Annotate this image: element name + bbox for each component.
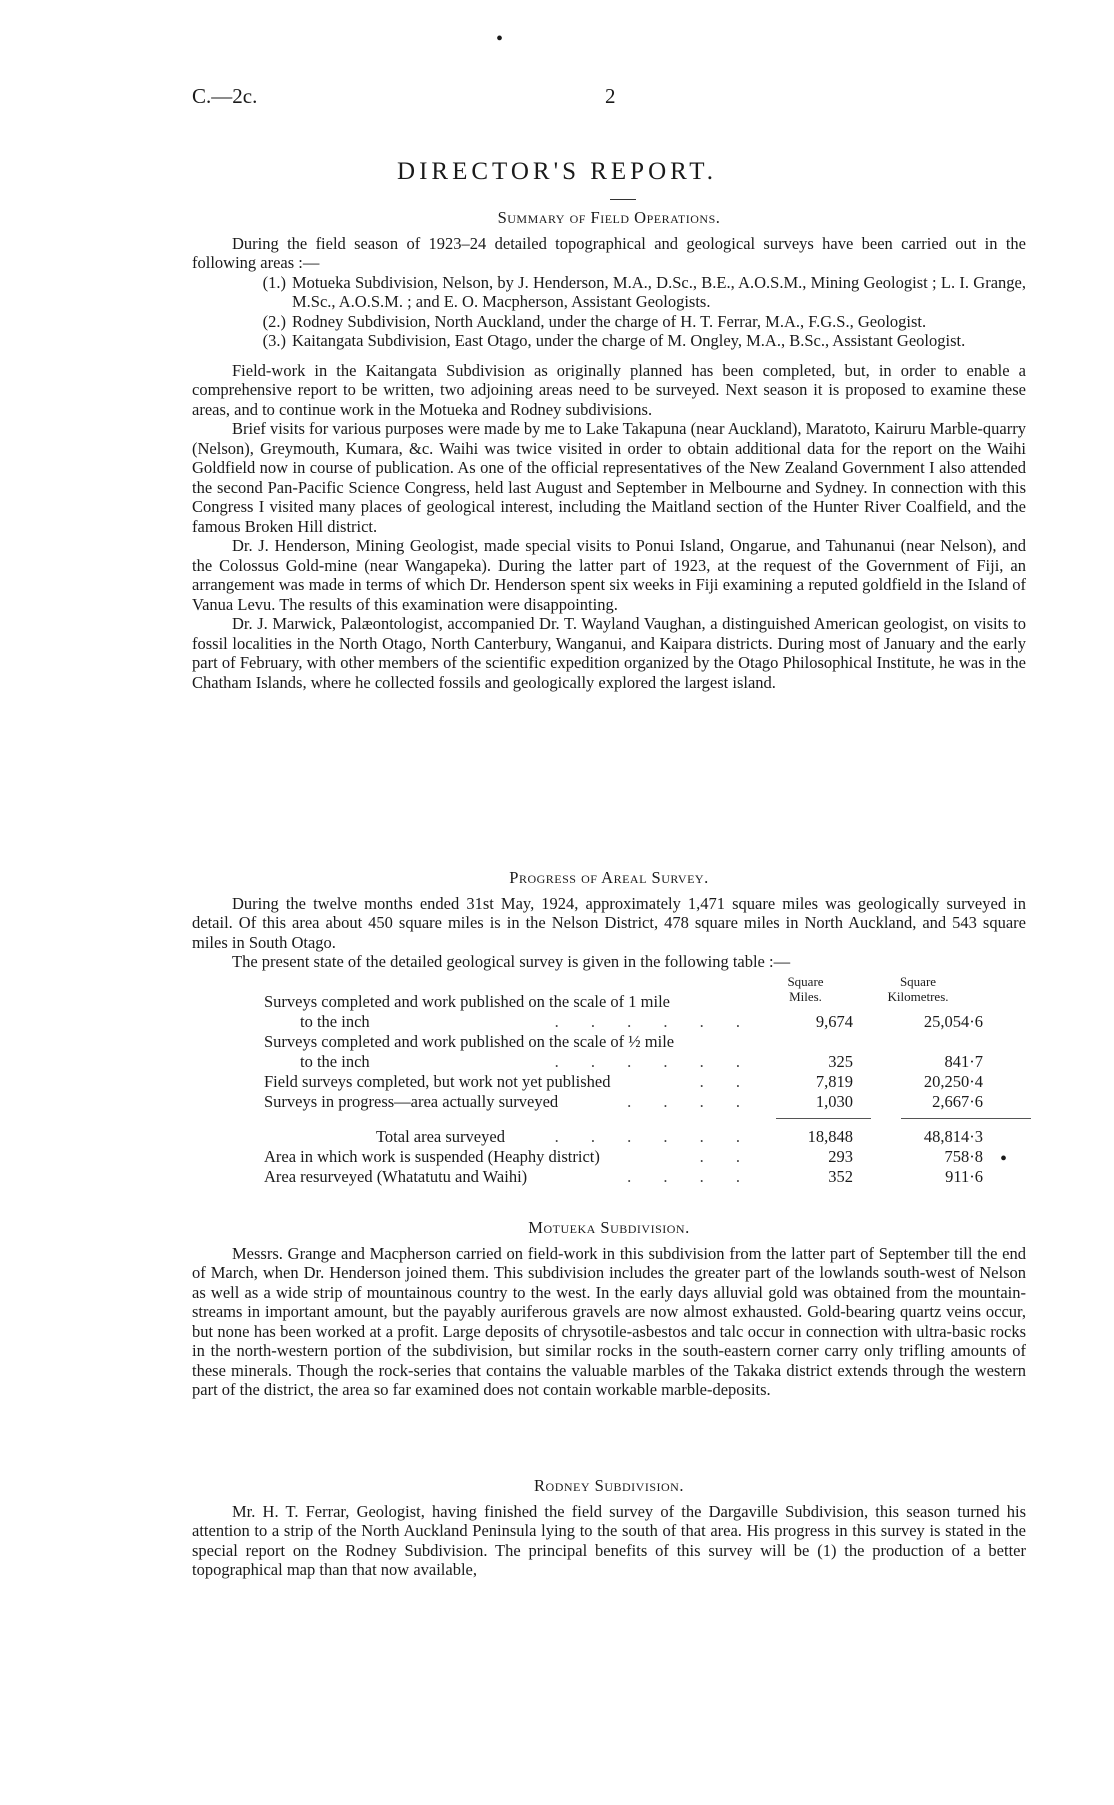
section-heading: Progress of Areal Survey. — [509, 868, 709, 887]
document-code: C.—2c. — [192, 84, 258, 108]
section-heading: Motueka Subdivision. — [528, 1218, 690, 1237]
table-total-row: Total area surveyed . . . . . . 18,848 48,814·3 — [376, 1127, 983, 1146]
ink-speck: • — [1000, 1148, 1008, 1170]
list-item — [192, 331, 1026, 351]
paragraph: Dr. J. Henderson, Mining Geologist, made special visits to Ponui Island, Ongarue, and Tahunanui (near Nelson), and the Colossus Gold-mine (near Wangapeka). During the latter part of 1923, at the request of the Government of Fiji, an arrangement was made in terms of which Dr. Henderson spent six weeks in Fiji examining a reputed goldfield in the Island of Vanua Levu. The results of this examination were disappointing. — [192, 536, 1026, 614]
motueka-section — [192, 1218, 1026, 1400]
summary-intro: During the field season of 1923–24 detailed topographical and geological surveys have been carried out in the following areas :— — [192, 233, 1026, 272]
cell-miles: 293 — [828, 1147, 853, 1166]
total-miles: 18,848 — [807, 1127, 853, 1146]
column-header-miles: Square Miles. — [787, 974, 824, 1004]
row-label: Area in which work is suspended (Heaphy district) — [264, 1147, 600, 1166]
list-item-number: (1.) — [262, 272, 286, 292]
table-row: Surveys in progress—area actually surveyed . . . . 1,030 2,667·6 — [264, 1092, 983, 1111]
cell-km: 20,250·4 — [923, 1072, 983, 1091]
table-row — [264, 1032, 1024, 1052]
list-item-number: (3.) — [262, 331, 286, 350]
progress-section — [192, 868, 1026, 972]
cell-km: 758·8 — [944, 1147, 983, 1166]
row-label: to the inch — [300, 1012, 370, 1031]
table-row: Area in which work is suspended (Heaphy district) . . 293 758·8 — [264, 1147, 983, 1166]
page-title: DIRECTOR'S REPORT. — [397, 158, 717, 185]
row-label: Field surveys completed, but work not yet published — [264, 1072, 611, 1091]
paragraph: Dr. J. Marwick, Palæontologist, accompanied Dr. T. Wayland Vaughan, a distinguished American geologist, on visits to fossil localities in the North Otago, North Canterbury, Wanganui, and Kaipara districts. During most of January and the early part of February, with other members of the scientific expedition organized by the Otago Philosophical Institute, he was in the Chatham Islands, where he collected fossils and geologically explored the largest island. — [192, 614, 1026, 692]
column-header-km: Square Kilometres. — [887, 974, 949, 1004]
row-label: Surveys completed and work published on the scale of ½ mile — [264, 1032, 675, 1051]
paragraph: The present state of the detailed geological survey is given in the following table :— — [232, 952, 791, 971]
area-list — [192, 273, 1026, 351]
list-item-text: Rodney Subdivision, North Auckland, under the charge of H. T. Ferrar, M.A., F.G.S., Geologist. — [292, 311, 927, 331]
table-row: Area resurveyed (Whatatutu and Waihi) . . . . 352 911·6 — [264, 1167, 983, 1186]
rodney-section — [192, 1476, 1026, 1580]
row-label: Area resurveyed (Whatatutu and Waihi) — [264, 1167, 528, 1186]
section-heading: Summary of Field Operations. — [497, 208, 721, 227]
total-label: Total area surveyed — [376, 1127, 505, 1146]
list-item — [192, 273, 1026, 312]
cell-miles: 352 — [828, 1167, 853, 1186]
cell-km: 911·6 — [945, 1167, 983, 1186]
list-item — [192, 312, 1026, 332]
cell-km: 25,054·6 — [923, 1012, 983, 1031]
paragraph: Mr. H. T. Ferrar, Geologist, having finished the field survey of the Dargaville Subdivision, this season turned his attention to a strip of the North Auckland Peninsula lying to the south of that area. His progress in this survey is stated in the special report on the Rodney Subdivision. The principal benefits of this survey will be (1) the production of a better topographical map than that now available, — [192, 1501, 1026, 1579]
page-number: 2 — [605, 84, 616, 108]
total-rule-row — [264, 1112, 1024, 1127]
cell-miles: 1,030 — [815, 1092, 853, 1111]
paragraph: Messrs. Grange and Macpherson carried on field-work in this subdivision from the latter part of September till the end of March, when Dr. Henderson joined them. This subdivision includes the greater part of the lowlands south-west of Nelson as well as a wide strip of mountainous country to the west. In the early days alluvial gold was obtained from the mountain-streams in important amount, but the payably auriferous gravels are now almost exhausted. Gold-bearing quartz veins occur, but none has been worked at a profit. Large deposits of chrysotile-asbestos and talc occur in connection with ultra-basic rocks in the north-western portion of the subdivision, but similar rocks in the south-eastern corner carry only trifling amounts of these minerals. Though the rock-series that contains the valuable marbles of the Takaka district extends through the western part of the district, the area so far examined does not contain workable marble-deposits. — [192, 1243, 1026, 1399]
table-row: to the inch . . . . . . 9,674 25,054·6 — [300, 1012, 983, 1031]
list-item-text: Kaitangata Subdivision, East Otago, under the charge of M. Ongley, M.A., B.Sc., Assistant Geologist. — [292, 331, 966, 350]
table-row: Field surveys completed, but work not yet published . . 7,819 20,250·4 — [264, 1072, 983, 1091]
row-label: Surveys completed and work published on the scale of 1 mile — [264, 992, 670, 1011]
ink-speck: • — [496, 28, 504, 50]
cell-km: 841·7 — [944, 1052, 983, 1071]
survey-table — [264, 974, 1024, 1187]
paragraph: Field-work in the Kaitangata Subdivision as originally planned has been completed, but, in order to enable a comprehensive report to be written, two adjoining areas need to be surveyed. Next season it is proposed to examine these areas, and to continue work in the Motueka and Rodney subdivisions. — [192, 360, 1026, 419]
cell-miles: 7,819 — [815, 1072, 853, 1091]
cell-miles: 9,674 — [815, 1012, 853, 1031]
row-label: to the inch — [300, 1052, 370, 1071]
list-item-text: Motueka Subdivision, Nelson, by J. Henderson, M.A., D.Sc., B.E., A.O.S.M., Mining Geologist ; L. I. Grange, M.Sc., A.O.S.M. ; and E. O. Macpherson, Assistant Geologists. — [292, 272, 1026, 311]
total-km: 48,814·3 — [923, 1127, 983, 1146]
list-item-number: (2.) — [262, 311, 286, 331]
table-row: to the inch . . . . . . 325 841·7 — [300, 1052, 983, 1071]
row-label: Surveys in progress—area actually surveyed — [264, 1092, 559, 1111]
cell-miles: 325 — [828, 1052, 853, 1071]
cell-km: 2,667·6 — [932, 1092, 983, 1111]
paragraph: Brief visits for various purposes were made by me to Lake Takapuna (near Auckland), Maratoto, Kairuru Marble-quarry (Nelson), Greymouth, Kumara, &c. Waihi was twice visited in order to obtain additional data for the report on the Waihi Goldfield now in course of publication. As one of the official representatives of the New Zealand Government I also attended the second Pan-Pacific Science Congress, held last August and September in Melbourne and Sydney. In connection with this Congress I visited many places of geological interest, including the Maitland section of the Hunter River Coalfield, and the famous Broken Hill district. — [192, 419, 1026, 536]
summary-section — [192, 208, 1026, 692]
paragraph: During the twelve months ended 31st May, 1924, approximately 1,471 square miles was geologically surveyed in detail. Of this area about 450 square miles is in the Nelson District, 478 square miles in North Auckland, and 543 square miles in South Otago. — [192, 893, 1026, 952]
title-rule — [610, 199, 636, 200]
section-heading: Rodney Subdivision. — [534, 1476, 684, 1495]
